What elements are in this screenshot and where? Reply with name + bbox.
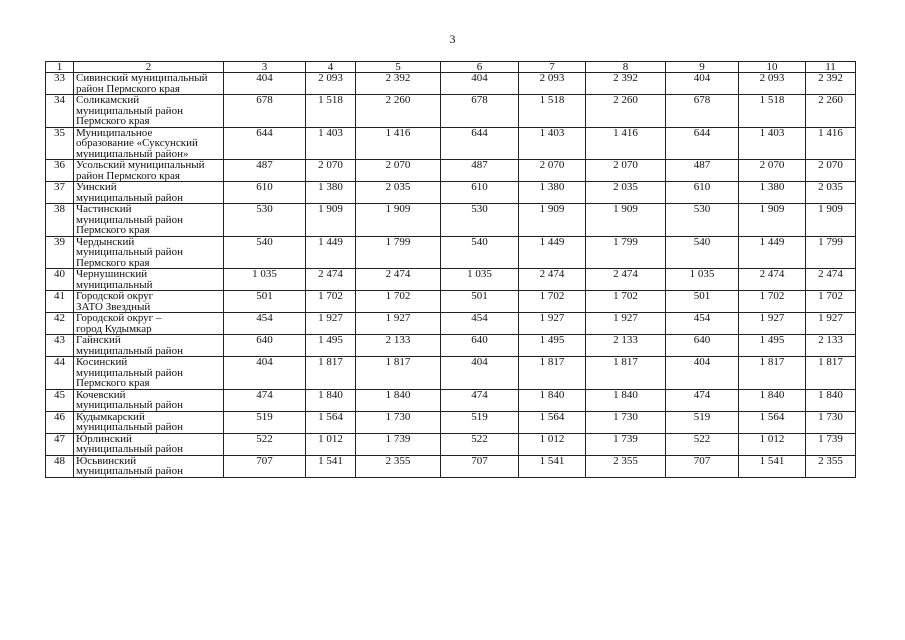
territory-name-line: Юрлинский: [76, 433, 132, 445]
territory-name: [74, 160, 224, 182]
value-cell: 530: [224, 204, 306, 237]
territory-name: [74, 182, 224, 204]
value-cell: 610: [441, 182, 519, 204]
value-cell: 1 817: [739, 357, 806, 390]
value-cell: 1 840: [586, 389, 666, 411]
row-number: 38: [46, 204, 74, 237]
row-number: 41: [46, 291, 74, 313]
value-cell: 1 927: [519, 313, 586, 335]
row-number: 46: [46, 411, 74, 433]
value-cell: 1 702: [306, 291, 356, 313]
value-cell: 640: [666, 335, 739, 357]
column-header: 11: [806, 62, 856, 73]
table-row: [46, 182, 856, 204]
value-cell: 404: [224, 73, 306, 95]
value-cell: 1 035: [666, 269, 739, 291]
territory-name-line: муниципальный район: [76, 366, 183, 379]
value-cell: 1 702: [806, 291, 856, 313]
value-cell: 519: [666, 411, 739, 433]
value-cell: 1 564: [519, 411, 586, 433]
territory-name: [74, 127, 224, 160]
territory-name: [74, 291, 224, 313]
value-cell: 454: [666, 313, 739, 335]
value-cell: 2 070: [739, 160, 806, 182]
value-cell: 2 474: [806, 269, 856, 291]
value-cell: 404: [441, 73, 519, 95]
value-cell: 540: [666, 236, 739, 269]
value-cell: 2 474: [356, 269, 441, 291]
value-cell: 1 518: [519, 95, 586, 128]
column-header: 7: [519, 62, 586, 73]
value-cell: 1 541: [519, 455, 586, 477]
value-cell: 519: [224, 411, 306, 433]
value-cell: 1 449: [739, 236, 806, 269]
territory-name: [74, 95, 224, 128]
value-cell: 1 495: [739, 335, 806, 357]
column-header: 10: [739, 62, 806, 73]
value-cell: 404: [666, 357, 739, 390]
value-cell: 2 260: [806, 95, 856, 128]
value-cell: 640: [224, 335, 306, 357]
column-header: 2: [74, 62, 224, 73]
value-cell: 1 518: [739, 95, 806, 128]
value-cell: 1 380: [519, 182, 586, 204]
value-cell: 1 909: [586, 204, 666, 237]
territory-name: [74, 389, 224, 411]
value-cell: 487: [666, 160, 739, 182]
table-row: [46, 160, 856, 182]
value-cell: 2 070: [356, 160, 441, 182]
table-row: [46, 389, 856, 411]
value-cell: 519: [441, 411, 519, 433]
territory-name-line: муниципальный район: [76, 443, 183, 455]
value-cell: 2 133: [586, 335, 666, 357]
value-cell: 474: [441, 389, 519, 411]
value-cell: 1 702: [356, 291, 441, 313]
territory-name-line: Городской округ –: [76, 312, 162, 324]
value-cell: 1 035: [224, 269, 306, 291]
territory-name: [74, 411, 224, 433]
territory-name: [74, 357, 224, 390]
row-number: 43: [46, 335, 74, 357]
territory-name-line: Уинский: [76, 181, 117, 193]
value-cell: 1 495: [519, 335, 586, 357]
territory-name-line: муниципальный район: [76, 465, 183, 477]
table-row: [46, 127, 856, 160]
territory-name-line: Усольский муниципальный: [76, 159, 205, 171]
value-cell: 678: [441, 95, 519, 128]
territory-name: [74, 204, 224, 237]
territory-name-line: образование «Суксунский: [76, 137, 198, 149]
row-number: 45: [46, 389, 74, 411]
territory-name: [74, 73, 224, 95]
value-cell: 1 840: [739, 389, 806, 411]
value-cell: 2 392: [806, 73, 856, 95]
value-cell: 707: [441, 455, 519, 477]
value-cell: 2 035: [356, 182, 441, 204]
value-cell: 2 093: [306, 73, 356, 95]
territory-name-line: муниципальный район: [76, 421, 183, 433]
data-table: [45, 61, 856, 478]
value-cell: 707: [224, 455, 306, 477]
territory-name-line: Сивинский муниципальный: [76, 72, 208, 84]
column-header: 4: [306, 62, 356, 73]
value-cell: 644: [441, 127, 519, 160]
value-cell: 678: [224, 95, 306, 128]
value-cell: 454: [224, 313, 306, 335]
value-cell: 501: [666, 291, 739, 313]
table-row: [46, 313, 856, 335]
territory-name-line: Косинский: [76, 356, 128, 368]
value-cell: 1 012: [739, 433, 806, 455]
value-cell: 2 260: [356, 95, 441, 128]
table-row: [46, 357, 856, 390]
value-cell: 1 012: [519, 433, 586, 455]
territory-name-line: район Пермского края: [76, 169, 180, 182]
value-cell: 1 927: [806, 313, 856, 335]
value-cell: 1 739: [806, 433, 856, 455]
value-cell: 1 909: [356, 204, 441, 237]
value-cell: 1 799: [586, 236, 666, 269]
value-cell: 2 070: [586, 160, 666, 182]
value-cell: 2 070: [306, 160, 356, 182]
value-cell: 1 380: [739, 182, 806, 204]
value-cell: 2 133: [806, 335, 856, 357]
territory-name: [74, 455, 224, 477]
row-number: 40: [46, 269, 74, 291]
value-cell: 1 927: [356, 313, 441, 335]
territory-name-line: Юсьвинский: [76, 455, 137, 467]
value-cell: 1 518: [306, 95, 356, 128]
value-cell: 1 799: [356, 236, 441, 269]
value-cell: 1 817: [586, 357, 666, 390]
column-header: 9: [666, 62, 739, 73]
value-cell: 1 799: [806, 236, 856, 269]
value-cell: 2 474: [519, 269, 586, 291]
value-cell: 1 909: [739, 204, 806, 237]
value-cell: 1 564: [306, 411, 356, 433]
row-number: 35: [46, 127, 74, 160]
value-cell: 2 474: [586, 269, 666, 291]
value-cell: 1 702: [586, 291, 666, 313]
value-cell: 610: [224, 182, 306, 204]
value-cell: 1 840: [356, 389, 441, 411]
territory-name-line: Гайнский: [76, 334, 121, 346]
value-cell: 1 927: [586, 313, 666, 335]
territory-name-line: муниципальный район: [76, 246, 183, 258]
value-cell: 522: [224, 433, 306, 455]
row-number: 33: [46, 73, 74, 95]
column-header: 5: [356, 62, 441, 73]
value-cell: 1 909: [519, 204, 586, 237]
territory-name-line: Пермского края: [76, 224, 150, 236]
value-cell: 540: [441, 236, 519, 269]
value-cell: 1 035: [441, 269, 519, 291]
value-cell: 1 416: [586, 127, 666, 160]
table-row: [46, 236, 856, 269]
value-cell: 474: [224, 389, 306, 411]
value-cell: 2 093: [739, 73, 806, 95]
value-cell: 522: [666, 433, 739, 455]
value-cell: 1 403: [739, 127, 806, 160]
value-cell: 1 840: [519, 389, 586, 411]
value-cell: 1 449: [519, 236, 586, 269]
value-cell: 540: [224, 236, 306, 269]
value-cell: 1 564: [739, 411, 806, 433]
value-cell: 501: [441, 291, 519, 313]
table-row: [46, 335, 856, 357]
row-number: 42: [46, 313, 74, 335]
territory-name: [74, 269, 224, 291]
value-cell: 530: [666, 204, 739, 237]
value-cell: 2 392: [356, 73, 441, 95]
territory-name: [74, 433, 224, 455]
value-cell: 474: [666, 389, 739, 411]
value-cell: 1 927: [739, 313, 806, 335]
value-cell: 678: [666, 95, 739, 128]
column-header: 8: [586, 62, 666, 73]
territory-name-line: город Кудымкар: [76, 322, 152, 335]
value-cell: 1 012: [306, 433, 356, 455]
value-cell: 1 730: [586, 411, 666, 433]
value-cell: 487: [224, 160, 306, 182]
territory-name-line: муниципальный район: [76, 191, 183, 204]
value-cell: 404: [666, 73, 739, 95]
table-row: [46, 73, 856, 95]
value-cell: 2 035: [806, 182, 856, 204]
territory-name-line: Чернушинский: [76, 268, 148, 280]
territory-name-line: Соликамский: [76, 94, 140, 106]
row-number: 37: [46, 182, 74, 204]
value-cell: 2 392: [586, 73, 666, 95]
table-row: [46, 433, 856, 455]
value-cell: 1 541: [306, 455, 356, 477]
value-cell: 1 927: [306, 313, 356, 335]
territory-name-line: Частинский: [76, 203, 132, 215]
header-row: [46, 62, 856, 73]
column-header: 3: [224, 62, 306, 73]
value-cell: 1 817: [356, 357, 441, 390]
value-cell: 501: [224, 291, 306, 313]
territory-name-line: район Пермского края: [76, 82, 180, 95]
value-cell: 2 474: [739, 269, 806, 291]
value-cell: 1 840: [806, 389, 856, 411]
table-row: [46, 204, 856, 237]
value-cell: 1 702: [739, 291, 806, 313]
territory-name: [74, 313, 224, 335]
territory-name-line: Кочевский: [76, 389, 126, 401]
value-cell: 2 093: [519, 73, 586, 95]
page-number: 3: [449, 32, 456, 46]
value-cell: 2 070: [519, 160, 586, 182]
table-row: [46, 95, 856, 128]
territory-name-line: муниципальный район: [76, 399, 183, 411]
value-cell: 1 739: [356, 433, 441, 455]
value-cell: 487: [441, 160, 519, 182]
value-cell: 1 541: [739, 455, 806, 477]
value-cell: 1 495: [306, 335, 356, 357]
territory-name-line: муниципальный район: [76, 213, 183, 226]
territory-name-line: ЗАТО Звездный: [76, 300, 151, 313]
territory-name-line: Городской округ: [76, 290, 154, 302]
column-header: 6: [441, 62, 519, 73]
value-cell: 1 817: [306, 357, 356, 390]
value-cell: 1 403: [306, 127, 356, 160]
row-number: 39: [46, 236, 74, 269]
value-cell: 530: [441, 204, 519, 237]
value-cell: 2 260: [586, 95, 666, 128]
territory-name-line: Муниципальное: [76, 127, 153, 139]
value-cell: 1 909: [306, 204, 356, 237]
value-cell: 404: [441, 357, 519, 390]
value-cell: 1 909: [806, 204, 856, 237]
territory-name-line: Кудымкарский: [76, 411, 145, 423]
territory-name-line: Чердынский: [76, 236, 135, 248]
table-body: [46, 62, 856, 478]
table-row: [46, 269, 856, 291]
territory-name-line: Пермского края: [76, 256, 150, 269]
value-cell: 644: [224, 127, 306, 160]
row-number: 36: [46, 160, 74, 182]
value-cell: 404: [224, 357, 306, 390]
value-cell: 1 817: [519, 357, 586, 390]
territory-name-line: муниципальный: [76, 278, 153, 291]
value-cell: 2 133: [356, 335, 441, 357]
value-cell: 1 840: [306, 389, 356, 411]
value-cell: 1 730: [806, 411, 856, 433]
value-cell: 1 449: [306, 236, 356, 269]
value-cell: 1 403: [519, 127, 586, 160]
territory-name: [74, 335, 224, 357]
value-cell: 2 355: [356, 455, 441, 477]
value-cell: 610: [666, 182, 739, 204]
value-cell: 522: [441, 433, 519, 455]
value-cell: 1 817: [806, 357, 856, 390]
territory-name-line: муниципальный район: [76, 104, 183, 117]
value-cell: 1 380: [306, 182, 356, 204]
territory-name-line: муниципальный район»: [76, 147, 189, 160]
value-cell: 2 355: [586, 455, 666, 477]
territory-name: [74, 236, 224, 269]
value-cell: 1 702: [519, 291, 586, 313]
value-cell: 707: [666, 455, 739, 477]
value-cell: 640: [441, 335, 519, 357]
row-number: 44: [46, 357, 74, 390]
value-cell: 1 416: [806, 127, 856, 160]
value-cell: 1 416: [356, 127, 441, 160]
value-cell: 1 739: [586, 433, 666, 455]
row-number: 48: [46, 455, 74, 477]
territory-name-line: муниципальный район: [76, 344, 183, 357]
value-cell: 2 070: [806, 160, 856, 182]
table-row: [46, 455, 856, 477]
value-cell: 2 474: [306, 269, 356, 291]
territory-name-line: Пермского края: [76, 377, 150, 389]
value-cell: 2 035: [586, 182, 666, 204]
table-row: [46, 411, 856, 433]
column-header: 1: [46, 62, 74, 73]
territory-name-line: Пермского края: [76, 115, 150, 127]
value-cell: 1 730: [356, 411, 441, 433]
row-number: 47: [46, 433, 74, 455]
value-cell: 644: [666, 127, 739, 160]
row-number: 34: [46, 95, 74, 128]
value-cell: 454: [441, 313, 519, 335]
table-row: [46, 291, 856, 313]
value-cell: 2 355: [806, 455, 856, 477]
